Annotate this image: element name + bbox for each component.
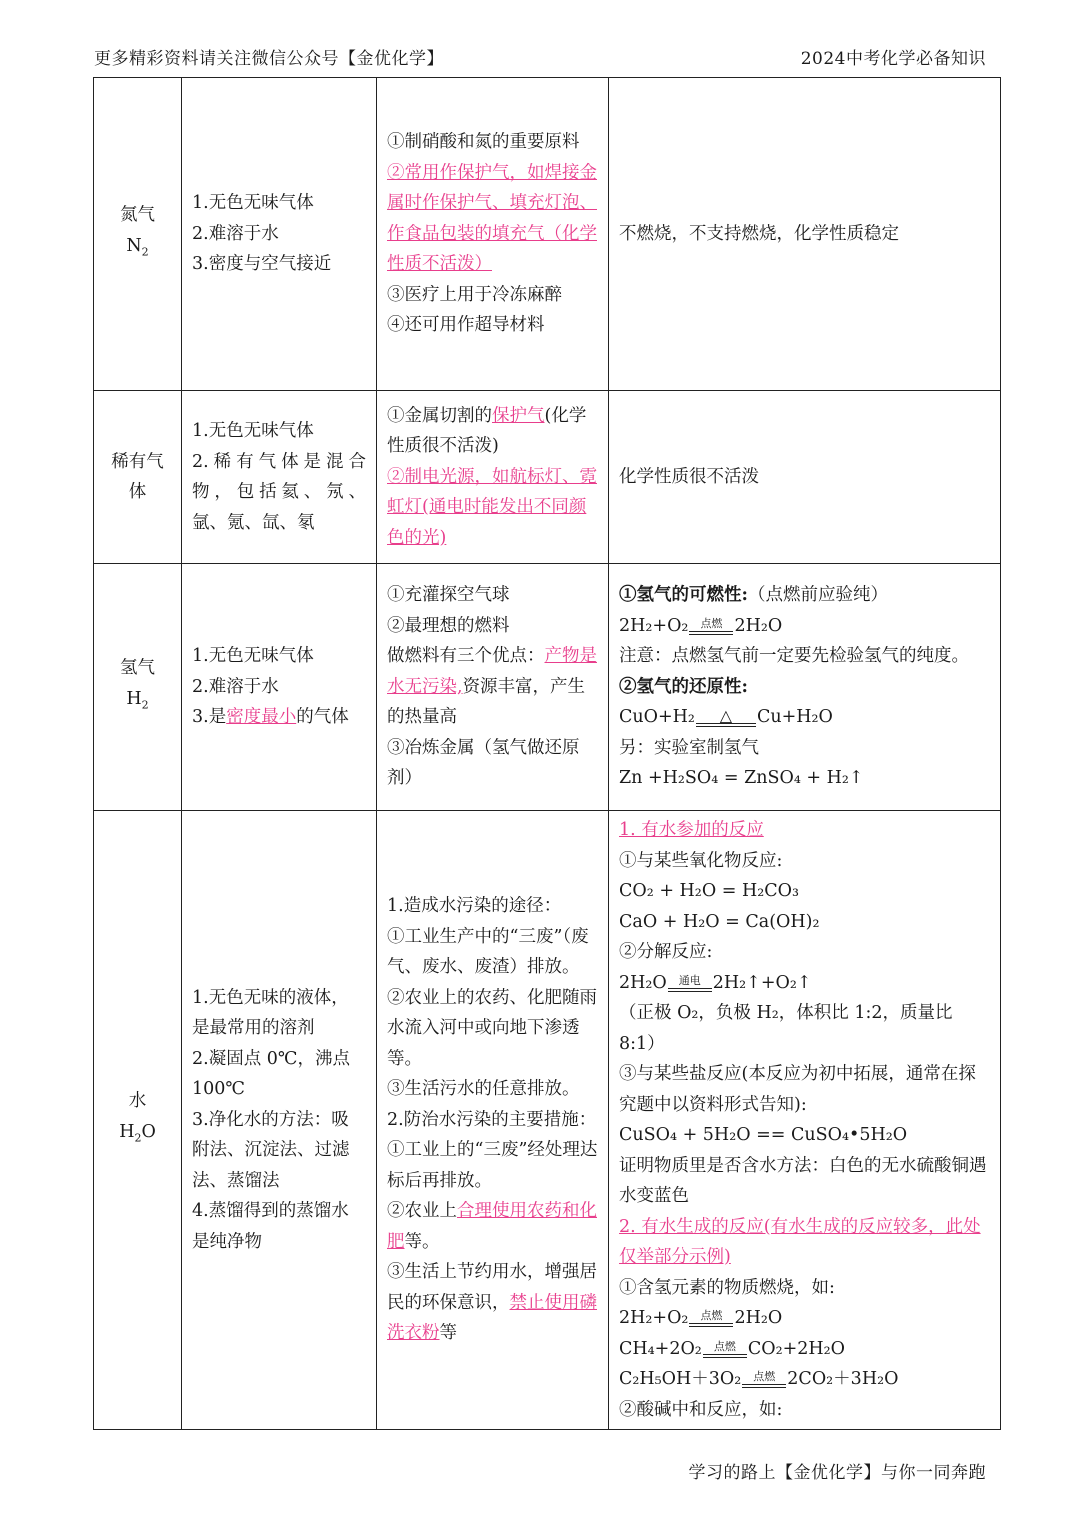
uses [377,564,609,811]
text-line: ②分解反应: [619,942,713,962]
heading-line: ②氢气的还原性: [619,676,748,697]
substance-name [94,811,182,1430]
use-line: ③医疗上用于冷冻麻醉 [387,284,562,305]
properties-table [93,77,1001,1430]
equation: CH₄+2O₂ 点燃 CO₂+2H₂O [619,1338,846,1359]
use-line: ②农业上合理使用农药和化肥等。 [387,1201,597,1252]
uses [377,78,609,391]
use-line: ④还可用作超导材料 [387,315,545,336]
property-line: 1.无色无味气体 [192,646,314,667]
use-line: ③生活污水的任意排放。 [387,1079,580,1100]
uses [377,811,609,1430]
use-line: ①工业上的“三废”经处理达标后再排放。 [387,1140,598,1191]
header-right: 2024中考化学必备知识 [800,49,986,69]
table-row-nitrogen [94,78,1001,391]
note-line: 注意：点燃氢气前一定要先检验氢气的纯度。 [619,646,969,667]
property-line: 3.是密度最小的气体 [192,707,349,728]
header-left: 更多精彩资料请关注微信公众号【金优化学】 [94,49,444,69]
use-line-highlight: ②常用作保护气，如焊接金属时作保护气、填充灯泡、作食品包装的填充气（化学性质不活泼） [387,162,597,275]
chemical-properties: 不燃烧，不支持燃烧，化学性质稳定 [609,78,1001,391]
use-line-highlight: ②制电光源，如航标灯、霓虹灯(通电时能发出不同颜色的光) [387,466,597,548]
text-line: ①与某些氧化物反应: [619,850,783,871]
chemical-properties: 化学性质很不活泼 [609,391,1001,564]
note-line: 另：实验室制氢气 [619,737,759,758]
property-line: 1.无色无味的液体，是最常用的溶剂 [192,987,349,1039]
use-line: ①金属切割的保护气(化学性质很不活泼) [387,405,587,457]
physical-properties [182,78,377,391]
property-line: 2.难溶于水 [192,676,279,697]
formula-text: $N_2$ [126,235,149,259]
formula-text: $H_2O$ [119,1121,156,1145]
equation: 2H₂+O₂ 点燃 2H₂O [619,1308,783,1328]
text-line: （正极 O₂，负极 H₂，体积比 1:2，质量比 8:1） [619,1003,953,1054]
heading-line: ①氢气的可燃性:（点燃前应验纯） [619,585,888,606]
use-line: ②最理想的燃料 [387,615,510,636]
text-line: ②酸碱中和反应，如: [619,1399,783,1420]
substance-name [94,78,182,391]
use-line: ①充灌探空气球 [387,585,510,606]
equation: CuO+H₂ △ Cu+H₂O [619,705,833,728]
footer-slogan: 学习的路上【金优化学】与你一同奔跑 [688,1463,986,1483]
equation: Zn +H₂SO₄ = ZnSO₄ + H₂↑ [619,768,864,789]
use-line: ①工业生产中的“三废”（废气、废水、废渣）排放。 [387,926,589,978]
physical-properties [182,391,377,564]
use-line: ③生活上节约用水，增强居民的环保意识，禁止使用磷洗衣粉等 [387,1262,597,1344]
table-row-water [94,811,1001,1430]
physical-properties [182,564,377,811]
property-line: 3.净化水的方法：吸附法、沉淀法、过滤法、蒸馏法 [192,1109,350,1191]
text-line: ③与某些盐反应(本反应为初中拓展，通常在探究题中以资料形式告知): [619,1064,976,1115]
text-line: 证明物质里是否含水方法：白色的无水硫酸铜遇水变蓝色 [619,1155,987,1206]
property-line: 2.凝固点 0℃，沸点100℃ [192,1048,350,1100]
uses [377,391,609,564]
substance-name [94,564,182,811]
equation: CuSO₄ + 5H₂O == CuSO₄•5H₂O [619,1125,908,1145]
equation: CO₂ + H₂O = H₂CO₃ [619,881,799,901]
use-line: ③冶炼金属（氢气做还原剂） [387,737,580,789]
section-heading: 2. 有水生成的反应(有水生成的反应较多，此处仅举部分示例) [619,1216,981,1267]
name-text: 氢气 [120,658,155,679]
use-line: ②农业上的农药、化肥随雨水流入河中或向地下渗透等。 [387,987,597,1069]
equation: C₂H₅OH＋3O₂ 点燃 2CO₂＋3H₂O [619,1369,899,1389]
property-line: 1.无色无味气体 [192,421,314,441]
use-line: 1.造成水污染的途径： [387,896,562,917]
use-line: 2.防治水污染的主要措施： [387,1109,597,1130]
name-text: 氮气 [120,205,155,226]
physical-properties [182,811,377,1430]
property-line: 2.稀有气体是混合物，包括氦、氖、氩、氪、氙、氡 [192,451,366,533]
table-row-hydrogen [94,564,1001,811]
chemical-properties [609,811,1001,1430]
section-heading: 1. 有水参加的反应 [619,820,764,840]
table-row-noble-gas [94,391,1001,564]
use-line: ①制硝酸和氮的重要原料 [387,132,580,153]
use-line: 做燃料有三个优点：产物是水无污染,资源丰富，产生的热量高 [387,646,597,728]
name-text: 水 [128,1091,147,1112]
property-line: 1.无色无味气体 [192,193,314,214]
text-line: ①含氢元素的物质燃烧，如: [619,1277,835,1298]
formula-text: $H_2$ [126,688,149,712]
property-line: 2.难溶于水 [192,223,279,244]
substance-name: 稀有气体 [94,391,182,564]
property-line: 3.密度与空气接近 [192,254,332,275]
property-line: 4.蒸馏得到的蒸馏水是纯净物 [192,1201,349,1252]
equation: 2H₂O 通电 2H₂↑+O₂↑ [619,972,812,993]
equation: CaO + H₂O = Ca(OH)₂ [619,911,820,932]
equation: 2H₂+O₂ 点燃 2H₂O [619,615,783,636]
chemical-properties [609,564,1001,811]
